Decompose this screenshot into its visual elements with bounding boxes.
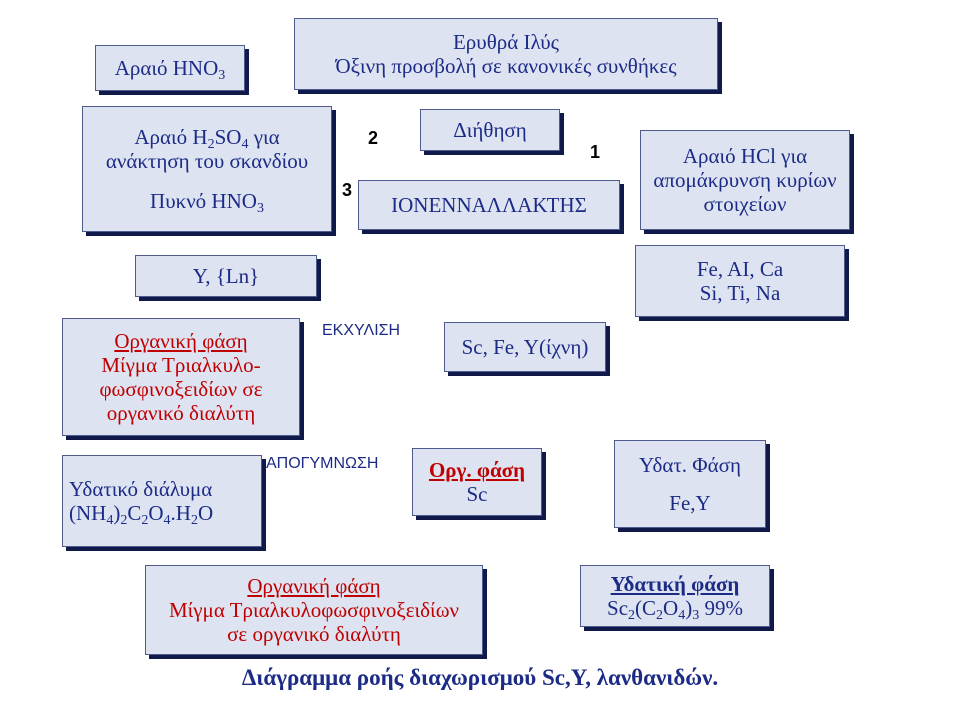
label-extraction: ΕΚΧΥΛΙΣΗ	[322, 322, 401, 339]
red-mud-subtitle: Όξινη προσβολή σε κανονικές συνθήκες	[335, 54, 677, 78]
box-dilute-hno3: Αραιό $HNO_3$	[95, 45, 245, 91]
box-ion-exchanger: ΙΟΝΕΝΝΑΛΛΑΚΤΗΣ	[358, 180, 620, 230]
box-dilute-hcl: Αραιό HCl για απομάκρυνση κυρίων στοιχείων	[640, 130, 850, 230]
step-marker-3: 3	[342, 180, 353, 200]
hno3-label: Αραιό HNO	[114, 56, 219, 80]
box-sc-fe-y: Sc, Fe, Y(ίχνη)	[444, 322, 606, 372]
box-organic-phase-left: Οργανική φάση Μίγμα Τριαλκυλο- φωσφινοξειδίων σε οργανικό διαλύτη	[62, 318, 300, 436]
box-aqueous-solution-left: Υδατικό διάλυμα $(NH_4)_2C_2O_4.H_2O$	[62, 455, 262, 547]
red-mud-title: Ερυθρά Ιλύς	[452, 30, 559, 54]
diagram-caption: Διάγραμμα ροής διαχωρισμού Sc,Y, λανθανιδών.	[241, 665, 719, 690]
box-h2so4-hno3: Αραιό $H_2SO_4$ για ανάκτηση του σκανδίου Πυκνό $HNO_3$	[82, 106, 332, 232]
box-fe-al-ca: Fe, AI, Ca Si, Ti, Na	[635, 245, 845, 317]
box-organic-phase-bottom: Οργανική φάση Μίγμα Τριαλκυλοφωσφινοξειδίων σε οργανικό διαλύτη	[145, 565, 483, 655]
box-aqueous-phase-bottom: Υδατική φάση $Sc_2(C_2O_4)_3$ 99%	[580, 565, 770, 627]
box-filtration: Διήθηση	[420, 109, 560, 151]
box-red-mud	[294, 18, 718, 90]
label-stripping: ΑΠΟΓΥΜΝΩΣΗ	[266, 455, 379, 472]
box-org-phase-sc: Οργ. φάση Sc	[412, 448, 542, 516]
step-marker-2: 2	[368, 128, 379, 148]
box-y-ln: Y, {Ln}	[135, 255, 317, 297]
box-aq-phase-fe-y: Υδατ. Φάση Fe,Y	[614, 440, 766, 528]
step-marker-1: 1	[590, 142, 601, 162]
